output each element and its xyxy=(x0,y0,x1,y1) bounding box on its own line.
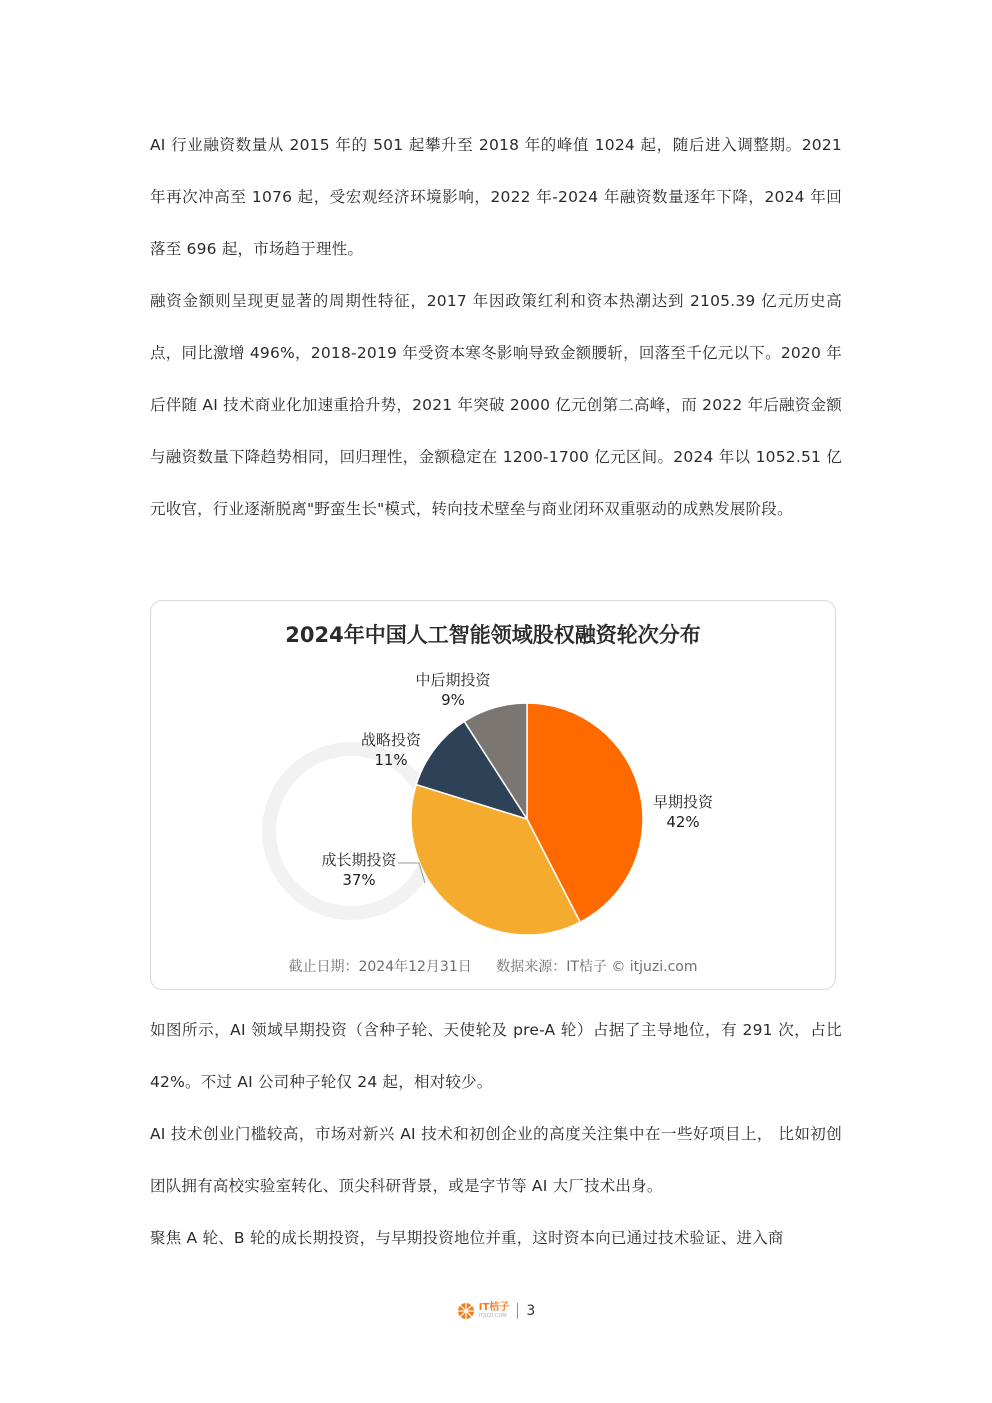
pie-chart xyxy=(151,601,837,991)
page-footer xyxy=(0,1300,992,1322)
footer-divider xyxy=(517,1303,518,1319)
brand-name: IT桔子 xyxy=(478,1302,510,1313)
chart-card xyxy=(150,600,836,990)
slice-percent-label: 42% xyxy=(666,813,700,831)
paragraph-growth-stage: 聚焦 A 轮、B 轮的成长期投资，与早期投资地位并重，这时资本向已通过技术验证、进入商 xyxy=(150,1229,784,1247)
orange-icon xyxy=(457,1302,475,1320)
slice-name-label: 成长期投资 xyxy=(321,851,397,869)
paragraph-entry-barrier: AI 技术创业门槛较高，市场对新兴 AI 技术和初创企业的高度关注集中在一些好项目上， 比如初创团队拥有高校实验室转化、顶尖科研背景，或是字节等 AI 大厂技术出身。 xyxy=(150,1125,842,1195)
slice-percent-label: 11% xyxy=(374,751,408,769)
chart-footer-source: 数据来源：IT桔子 © itjuzi.com xyxy=(496,959,698,975)
paragraph-funding-count: AI 行业融资数量从 2015 年的 501 起攀升至 2018 年的峰值 1024 起，随后进入调整期。2021 年再次冲高至 1076 起，受宏观经济环境影响，2022 年-2024 年融资数量逐年下降，2024 年回落至 696 起，市场趋于理性。 xyxy=(150,136,842,258)
brand-url: ITJUZI.COM xyxy=(478,1313,507,1319)
chart-footer xyxy=(151,956,835,976)
page-number: 3 xyxy=(526,1303,536,1319)
paragraph-funding-amount: 融资金额则呈现更显著的周期性特征，2017 年因政策红利和资本热潮达到 2105.39 亿元历史高点，同比激增 496%，2018-2019 年受资本寒冬影响导致金额腰斩，回落至千亿元以下。2020 年后伴随 AI 技术商业化加速重拾升势，2021 年突破 2000 亿元创第二高峰，而 2022 年后融资金额与融资数量下降趋势相同，回归理性，金额稳定在 1200-1700 亿元区间。2024 年以 1052.51 亿元收官，行业逐渐脱离"野蛮生长"模式，转向技术壁垒与商业闭环双重驱动的成熟发展阶段。 xyxy=(150,292,842,518)
slice-name-label: 中后期投资 xyxy=(415,671,491,689)
slice-name-label: 早期投资 xyxy=(652,793,714,811)
paragraph-early-stage: 如图所示，AI 领域早期投资（含种子轮、天使轮及 pre-A 轮）占据了主导地位，有 291 次，占比 42%。不过 AI 公司种子轮仅 24 起，相对较少。 xyxy=(150,1021,842,1091)
slice-name-label: 战略投资 xyxy=(360,731,422,749)
slice-percent-label: 37% xyxy=(342,871,376,889)
chart-footer-date: 截止日期：2024年12月31日 xyxy=(288,959,472,975)
chart-title: 2024年中国人工智能领域股权融资轮次分布 xyxy=(285,623,701,647)
slice-percent-label: 9% xyxy=(441,691,465,709)
brand-logo xyxy=(457,1302,510,1320)
